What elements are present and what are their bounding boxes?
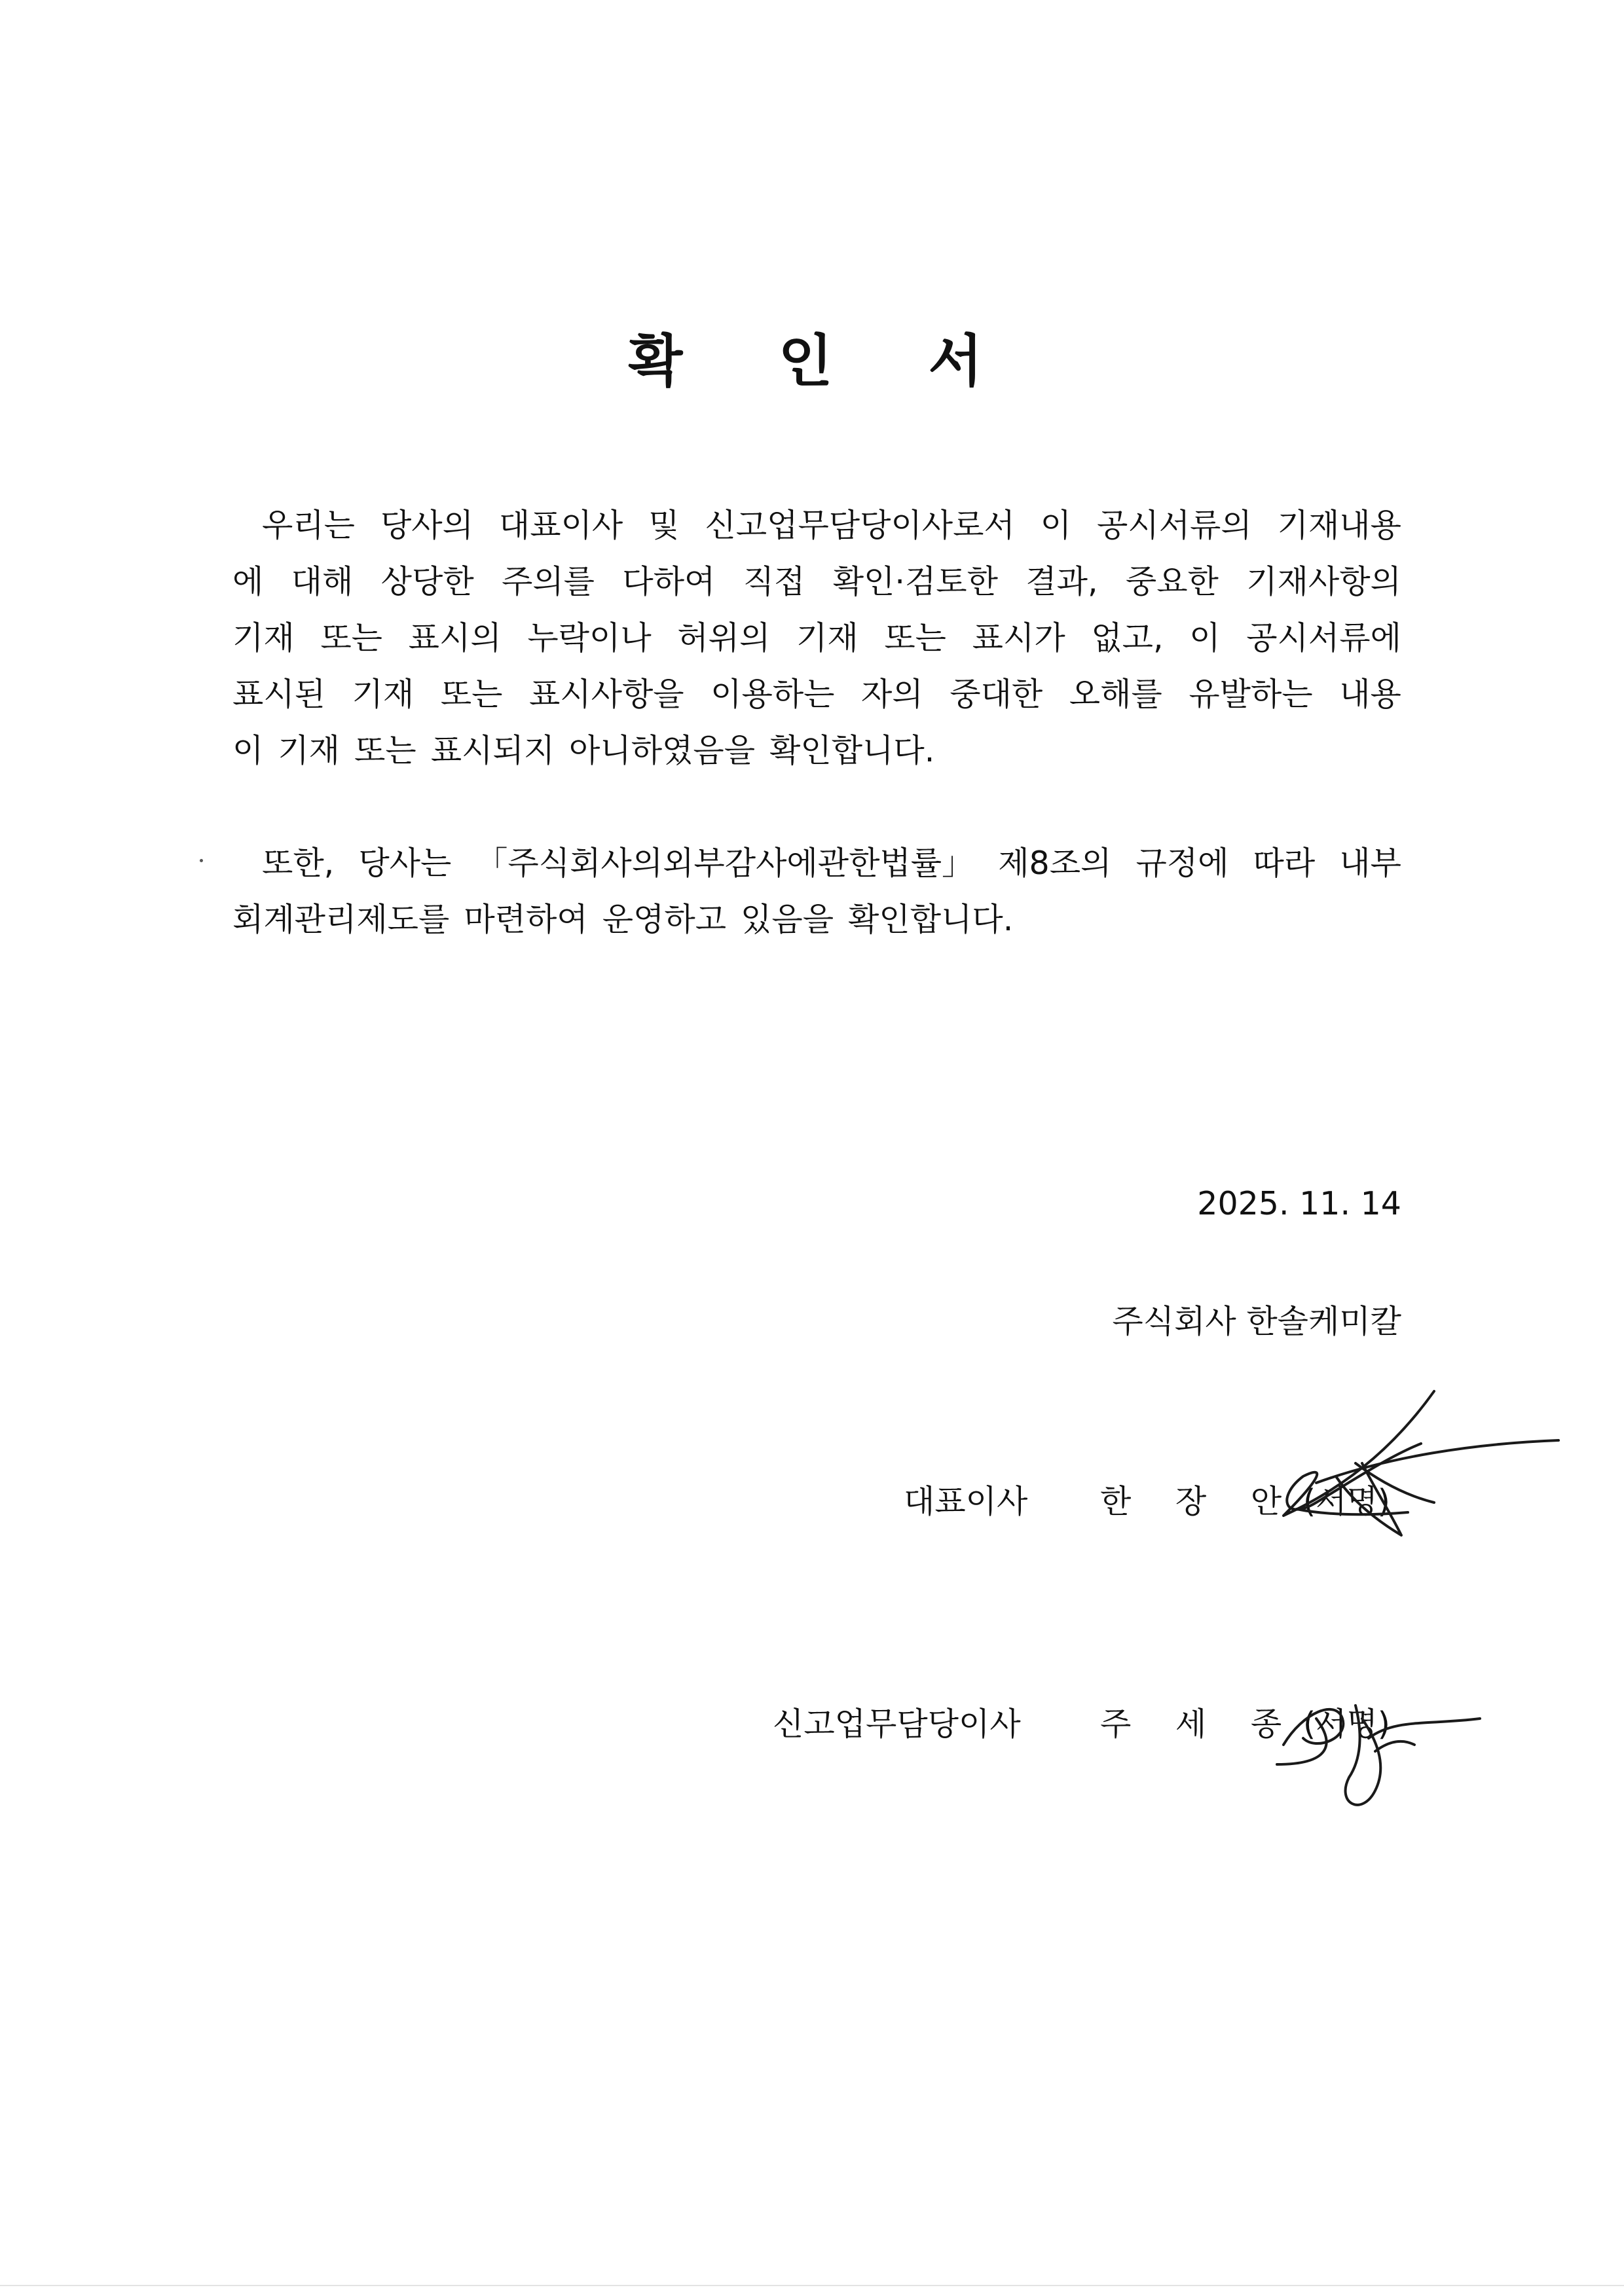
paragraph-word: 이 [1189,619,1221,657]
handwritten-signature-ceo [1257,1385,1572,1542]
paragraph-word: 또한, [262,845,335,882]
signatory-name: 한 장 안 [1100,1483,1299,1520]
paragraph-word: 없고, [1091,619,1164,657]
paragraph-word: 기재 [352,676,415,713]
paragraph-word: 표시된 [232,676,326,713]
paragraph-word: 또는 [320,619,382,657]
signatory-name: 주 세 종 [1100,1705,1299,1743]
paragraph-word: 기재 [278,732,341,769]
paragraph-word: 표시되지 [430,732,555,769]
paragraph-line [232,498,1401,554]
paragraph-word: 에 [232,563,264,600]
paragraph-word: 내부 [1339,845,1401,882]
title-char: 인 [778,329,846,394]
paragraph-word: 또는 [884,619,946,657]
document-date: 2025. 11. 14 [1197,1185,1401,1222]
paragraph-word: 중요한 [1125,563,1219,600]
paragraph-word: 공시서류의 [1097,507,1252,544]
paragraph-word: 아니하였음을 [569,732,756,769]
paragraph-word: 확인·검토한 [832,563,998,600]
paragraph-word: 기재 [232,619,295,657]
signature-mark-label: (서명) [1303,1705,1390,1743]
paragraph-word: 또는 [440,676,503,713]
paragraph-word: 당사는 [358,845,452,882]
paragraph-word: 운영하고 [602,901,727,938]
paragraph-word: 내용 [1339,676,1401,713]
document-title [0,316,1624,397]
paragraph-word: 대해 [291,563,354,600]
paragraph-word: 이 [232,732,264,769]
paragraph-word: 주의를 [502,563,595,600]
internal-control-paragraph [232,835,1401,948]
paragraph-word: 마련하여 [464,901,588,938]
paragraph-word: 또는 [354,732,416,769]
paragraph-word: 기재사항의 [1246,563,1401,600]
company-name: 주식회사 한솔케미칼 [1112,1303,1401,1340]
paragraph-word: 표시가 [972,619,1065,657]
title-char: 확 [628,329,696,394]
paragraph-line [232,835,1401,892]
paragraph-word: 허위의 [677,619,771,657]
paragraph-word: 결과, [1025,563,1098,600]
paragraph-word: 있음을 [741,901,834,938]
paragraph-word: 확인합니다. [848,901,1014,938]
paragraph-word: 및 [648,507,680,544]
paragraph-word: 규정에 [1135,845,1229,882]
paragraph-word: 표시의 [408,619,502,657]
paragraph-word: 따라 [1253,845,1316,882]
paragraph-word: 누락이나 [527,619,652,657]
handwritten-signature-disclosure-director [1264,1673,1500,1817]
signature-mark-label: (서명) [1303,1483,1390,1520]
paragraph-word: 표시사항을 [528,676,684,713]
paragraph-word: 이용하는 [710,676,835,713]
signatory-role: 신고업무담당이사 [773,1705,1021,1743]
confirmation-paragraph [232,498,1401,779]
signatory-role: 대표이사 [904,1483,1028,1520]
paragraph-word: 신고업무담당이사로서 [705,507,1015,544]
title-char: 서 [928,329,996,394]
paragraph-word: 상당한 [380,563,474,600]
scan-speck [200,859,203,862]
paragraph-word: 중대한 [950,676,1043,713]
paragraph-word: 유발하는 [1189,676,1313,713]
paragraph-word: 기재 [796,619,858,657]
paragraph-word: 제8조의 [998,845,1112,882]
paragraph-line [232,892,1401,948]
paragraph-line [232,610,1401,666]
paragraph-line [232,723,1401,779]
paragraph-word: 직접 [743,563,805,600]
paragraph-word: 기재내용 [1277,507,1401,544]
paragraph-word: 오해를 [1069,676,1162,713]
paragraph-line [232,554,1401,610]
paragraph-word: 자의 [861,676,923,713]
paragraph-word: 다하여 [622,563,716,600]
paragraph-word: 확인합니다. [769,732,935,769]
signatory-row-disclosure-director [0,1699,1624,1777]
page-bottom-edge [0,2285,1624,2286]
paragraph-word: 우리는 [262,507,356,544]
signatory-row-ceo [0,1476,1624,1555]
paragraph-line [232,666,1401,723]
paragraph-word: 대표이사 [498,507,623,544]
paragraph-word: 회계관리제도를 [232,901,450,938]
paragraph-word: 당사의 [380,507,473,544]
paragraph-word: 이 [1040,507,1072,544]
paragraph-word: 공시서류에 [1246,619,1401,657]
paragraph-word: 「주식회사의외부감사에관한법률」 [475,845,974,882]
